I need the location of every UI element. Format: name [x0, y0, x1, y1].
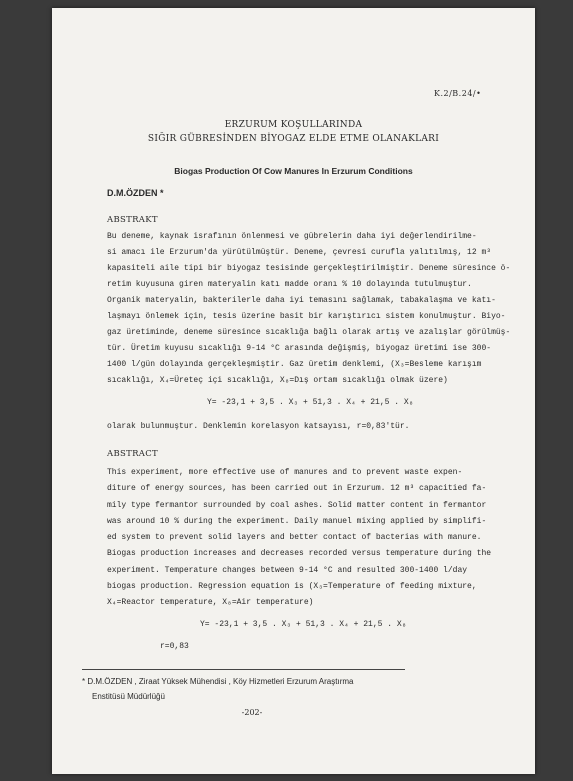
turkish-abstract-heading: ABSTRAKT [107, 215, 158, 225]
text-line: Bu deneme, kaynak israfının önlenmesi ve gübrelerin daha iyi değerlendirilme- [107, 232, 477, 241]
text-line: was around 10 % during the experiment. Daily manuel mixing applied by simplifi- [107, 516, 487, 526]
english-abstract-body [107, 465, 492, 612]
text-line: Biogas production increases and decreases recorded versus temperature during the [107, 549, 492, 559]
title-line-1: ERZURUM KOŞULLARINDA [224, 120, 363, 130]
text-line: tür. Üretim kuyusu sıcaklığı 9-14 °C arasında değişmiş, biyogaz üretimi ise 300- [107, 344, 492, 353]
page-number: -202- [241, 708, 263, 717]
english-abstract-heading: ABSTRACT [107, 449, 158, 459]
text-line: This experiment, more effective use of manures and to prevent waste expen- [107, 468, 463, 477]
text-line: sıcaklığı, X₄=Üreteç içi sıcaklığı, X₈=Dış ortam sıcaklığı olmak üzere) [107, 376, 448, 385]
text-line: gaz üretiminde, deneme süresince sıcaklığa bağlı olarak artış ve azalışlar görülmüş- [107, 328, 511, 337]
footnote-line-2: Enstitüsü Müdürlüğü [92, 692, 165, 701]
turkish-abstract-body [107, 229, 511, 389]
document-page [52, 8, 535, 774]
text-line: 1400 l/gün dolayında gerçekleşmiştir. Gaz üretim denklemi, (X₃=Besleme karışım [107, 360, 482, 369]
text-line: X₄=Reactor temperature, X₈=Air temperature) [107, 598, 314, 608]
text-line: si amacı ile Erzurum'da yürütülmüştür. Deneme, çevresi curufla yalıtılmış, 12 m³ [107, 248, 492, 257]
document-code: K.2/B.24/• [434, 89, 482, 98]
text-line: experiment. Temperature changes between 9-14 °C and resulted 300-1400 l/day [107, 565, 468, 575]
correlation-value: r=0,83 [160, 642, 189, 651]
title-line-2: SIĞIR GÜBRESİNDEN BİYOGAZ ELDE ETME OLANAKLARI [147, 134, 440, 144]
text-line: Organik materyalin, bakterilerle daha iyi temasını sağlamak, tabakalaşma ve katı- [107, 296, 496, 305]
turkish-abstract-trailing: olarak bulunmuştur. Denklemin korelasyon katsayısı, r=0,83'tür. [107, 422, 410, 431]
author: D.M.ÖZDEN * [107, 188, 164, 198]
text-line: diture of energy sources, has been carried out in Erzurum. 12 m³ capacitied fa- [107, 484, 487, 494]
text-line: kapasiteli aile tipi bir biyogaz tesisinde gerçekleştirilmiştir. Deneme süresince ö- [107, 264, 511, 273]
text-line: retim kuyusuna giren materyalin katı madde oranı % 10 dolayında tutulmuştur. [107, 280, 472, 289]
text-line: biogas production. Regression equation is (X₃=Temperature of feeding mixture, [107, 582, 477, 592]
english-title: Biogas Production Of Cow Manures In Erzurum Conditions [174, 166, 413, 176]
footnote-divider [82, 669, 405, 670]
text-line: laşmayı önlemek için, tesis üzerine basit bir karıştırıcı sistem konulmuştur. Biyo- [107, 312, 506, 321]
text-line: mily type fermantor surrounded by coal ashes. Solid matter content in fermantor [107, 500, 487, 510]
text-line: ed system to prevent solid layers and better contact of bacterias with manure. [107, 533, 482, 543]
english-equation: Y= -23,1 + 3,5 . X₃ + 51,3 . X₄ + 21,5 . X₈ [200, 620, 407, 629]
turkish-equation: Y= -23,1 + 3,5 . X₃ + 51,3 . X₄ + 21,5 . X₈ [207, 398, 414, 407]
footnote-line-1: * D.M.ÖZDEN , Ziraat Yüksek Mühendisi , Köy Hizmetleri Erzurum Araştırma [82, 677, 354, 686]
